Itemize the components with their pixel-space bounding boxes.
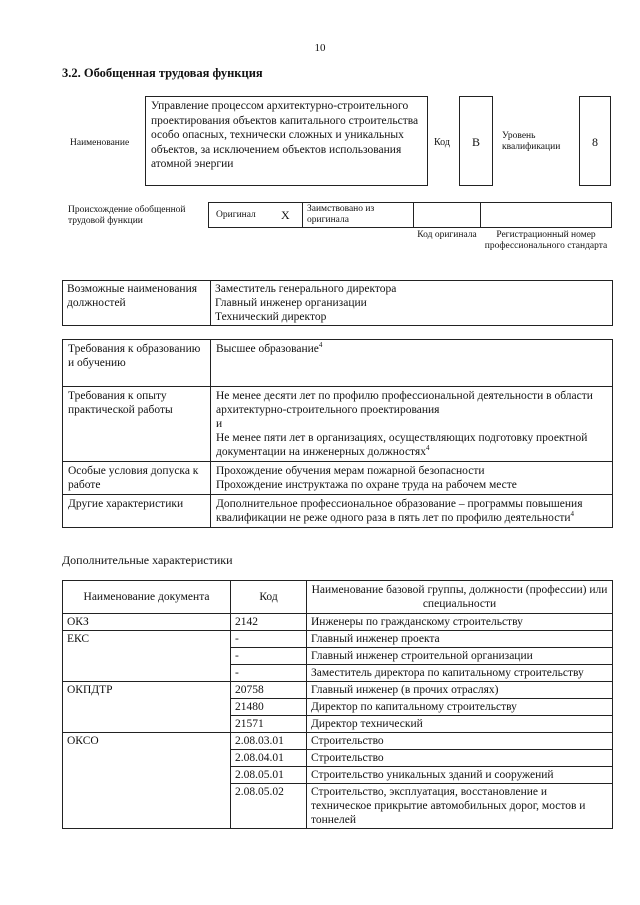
doc-code: - (231, 631, 307, 648)
table-row (63, 682, 613, 699)
table-row (63, 648, 613, 665)
experience-line-1: Не менее десяти лет по профилю профессиональной деятельности в области архитектурно-строительного проектирования (216, 390, 593, 416)
doc-name: ОКСО (63, 733, 231, 750)
doc-name: ЕКС (63, 631, 231, 648)
group-name: Главный инженер проекта (307, 631, 613, 648)
positions-label: Возможные наименования должностей (63, 281, 211, 326)
code-original-caption: Код оригинала (417, 230, 477, 240)
table-row (63, 614, 613, 631)
section-title: 3.2. Обобщенная трудовая функция (62, 66, 263, 80)
footnote-ref: 4 (570, 510, 575, 519)
header-code: Код (231, 581, 307, 614)
footnote-ref: 4 (318, 341, 323, 350)
group-name: Строительство (307, 733, 613, 750)
doc-name (63, 716, 231, 733)
experience-and: и (216, 418, 223, 430)
additional-table (62, 580, 613, 829)
education-value: Высшее образование$^4$ (211, 340, 613, 387)
doc-code: 2.08.05.02 (231, 784, 307, 829)
doc-code: 2142 (231, 614, 307, 631)
table-row (63, 665, 613, 682)
original-code-cell (413, 202, 481, 228)
page-number: 10 (314, 42, 326, 54)
special-conditions-label: Особые условия допуска к работе (63, 462, 211, 495)
origin-original-cell (208, 202, 303, 228)
table-row (63, 767, 613, 784)
additional-title: Дополнительные характеристики (62, 553, 233, 567)
experience-line-2: Не менее пяти лет в организациях, осуществляющих подготовку проектной документации на инженерных должностях$^4$ (216, 432, 588, 458)
name-label: Наименование (70, 138, 130, 148)
special-conditions-value (211, 462, 613, 495)
doc-code: 2.08.05.01 (231, 767, 307, 784)
special-line-1: Прохождение обучения мерам пожарной безопасности (216, 465, 485, 477)
position-item: Главный инженер организации (215, 297, 367, 309)
registration-number-cell (480, 202, 612, 228)
code-label: Код (434, 137, 450, 148)
origin-label: Происхождение обобщенной трудовой функции (68, 205, 186, 226)
other-label: Другие характеристики (63, 495, 211, 528)
table-row (63, 699, 613, 716)
level-value: 8 (579, 96, 611, 186)
group-name: Заместитель директора по капитальному строительству (307, 665, 613, 682)
doc-code: 20758 (231, 682, 307, 699)
doc-code: 21480 (231, 699, 307, 716)
position-item: Технический директор (215, 311, 327, 323)
special-line-2: Прохождение инструктажа по охране труда на рабочем месте (216, 479, 517, 491)
original-label: Оригинал (216, 210, 256, 220)
position-item: Заместитель генерального директора (215, 283, 397, 295)
group-name: Строительство уникальных зданий и сооружений (307, 767, 613, 784)
experience-value (211, 387, 613, 462)
positions-list (211, 281, 613, 326)
table-row (63, 784, 613, 829)
doc-name (63, 767, 231, 784)
footnote-ref: 4 (425, 444, 430, 453)
doc-code: - (231, 665, 307, 682)
group-name: Главный инженер (в прочих отраслях) (307, 682, 613, 699)
requirements-table (62, 339, 613, 528)
function-name: Управление процессом архитектурно-строительного проектирования объектов капитального строительства особо опасных, технически сложных и уникальных объектов, за исключением объектов использования атомной энергии (145, 96, 428, 186)
header-doc-name: Наименование документа (63, 581, 231, 614)
group-name: Строительство (307, 750, 613, 767)
table-row (63, 716, 613, 733)
doc-code: 21571 (231, 716, 307, 733)
group-name: Инженеры по гражданскому строительству (307, 614, 613, 631)
function-code: B (459, 96, 493, 186)
group-name: Строительство, эксплуатация, восстановление и техническое прикрытие автомобильных дорог, мостов и тоннелей (307, 784, 613, 829)
original-mark: X (281, 208, 290, 222)
education-label: Требования к образованию и обучению (63, 340, 211, 387)
level-label: Уровень квалификации (502, 131, 561, 152)
doc-name (63, 648, 231, 665)
table-row (63, 733, 613, 750)
doc-name (63, 784, 231, 829)
group-name: Главный инженер строительной организации (307, 648, 613, 665)
experience-label: Требования к опыту практической работы (63, 387, 211, 462)
table-row (63, 750, 613, 767)
doc-code: - (231, 648, 307, 665)
group-name: Директор по капитальному строительству (307, 699, 613, 716)
doc-code: 2.08.03.01 (231, 733, 307, 750)
doc-code: 2.08.04.01 (231, 750, 307, 767)
other-value: Дополнительное профессиональное образование – программы повышения квалификации не реже одного раза в пять лет по профилю деятельности$^4$ (211, 495, 613, 528)
table-row (63, 631, 613, 648)
doc-name (63, 750, 231, 767)
borrowed-label: Заимствовано из оригинала (302, 202, 414, 228)
header-group-name: Наименование базовой группы, должности (профессии) или специальности (307, 581, 613, 614)
doc-name (63, 665, 231, 682)
doc-name: ОКПДТР (63, 682, 231, 699)
group-name: Директор технический (307, 716, 613, 733)
registration-caption: Регистрационный номер профессионального стандарта (484, 230, 608, 251)
doc-name (63, 699, 231, 716)
positions-table (62, 280, 613, 326)
doc-name: ОКЗ (63, 614, 231, 631)
